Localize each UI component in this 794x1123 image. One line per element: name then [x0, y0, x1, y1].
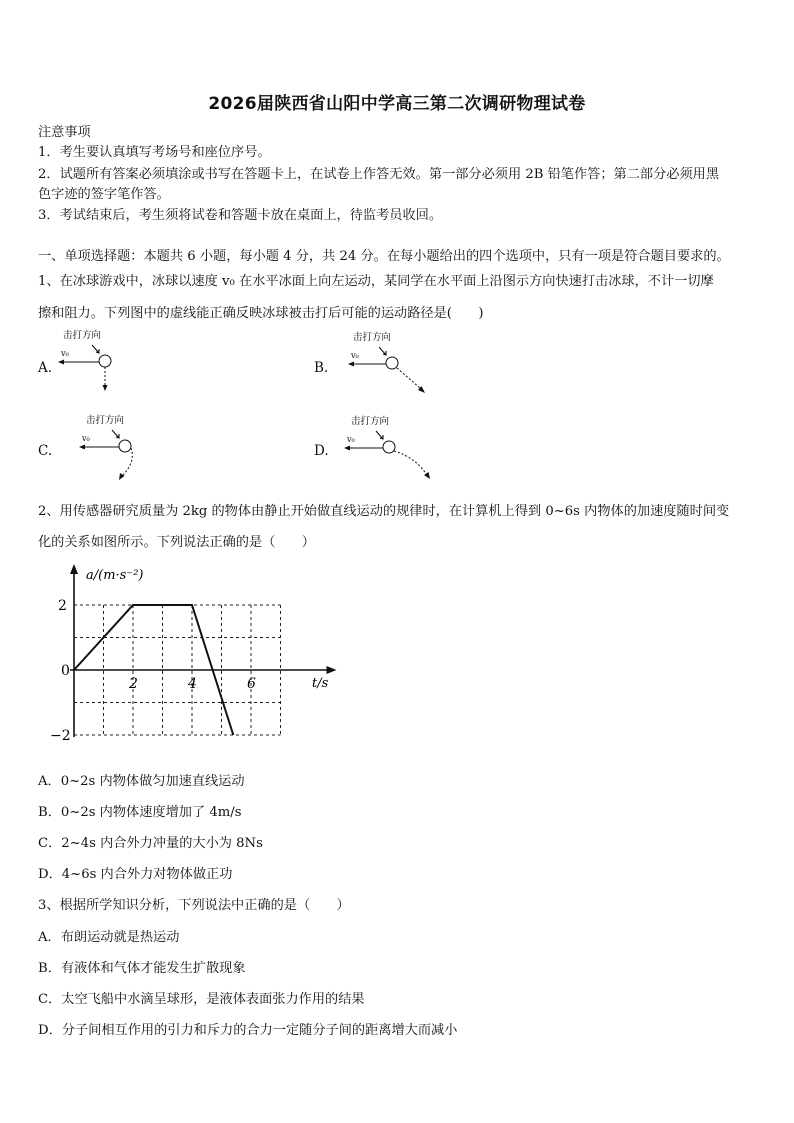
hit-direction-label: 击打方向: [86, 415, 125, 426]
puck: [383, 441, 395, 453]
dashed-path: [397, 368, 421, 389]
hit-direction-label: 击打方向: [351, 416, 390, 427]
chart-ticks: [50, 598, 256, 744]
page-title: 2026届陕西省山阳中学高三第二次调研物理试卷: [208, 94, 586, 114]
x-tick-label: 2: [129, 676, 138, 692]
velocity-label: v₀: [82, 434, 90, 443]
notice-item: 2．试题所有答案必须填涂或书写在答题卡上，在试卷上作答无效。第一部分必须用 2B 铅笔作答；第二部分必须用黑: [38, 167, 720, 182]
hit-direction-arrow: [379, 347, 386, 355]
notice-item: 3．考试结束后，考生须将试卷和答题卡放在桌面上，待监考员收回。: [38, 208, 443, 223]
puck: [99, 355, 111, 367]
q3-option-a: A．布朗运动就是热运动: [38, 930, 180, 945]
q2-option-a: A．0~2s 内物体做匀加速直线运动: [38, 774, 245, 789]
velocity-label: v₀: [61, 349, 69, 358]
velocity-arrowhead: [348, 362, 354, 367]
q2-option-b: B．0~2s 内物体速度增加了 4m/s: [38, 805, 242, 820]
chart-axes: [70, 564, 337, 737]
notice-item: 色字迹的签字笔作答。: [38, 187, 170, 202]
hit-direction-arrow: [376, 431, 383, 439]
notice-heading: 注意事项: [38, 125, 91, 140]
y-tick-label: −2: [50, 728, 71, 744]
q1-option-b-label: B.: [314, 360, 329, 376]
q1-figure-b: [345, 327, 445, 397]
velocity-arrowhead: [79, 445, 85, 450]
y-tick-label: 2: [58, 598, 67, 614]
x-axis-arrowhead: [327, 666, 337, 674]
hit-direction-arrow: [92, 345, 99, 353]
x-tick-label: 6: [247, 676, 256, 692]
dashed-path: [394, 451, 427, 475]
hit-direction-label: 击打方向: [353, 332, 392, 343]
question-1-stem: 1、在冰球游戏中，冰球以速度 v₀ 在水平冰面上向左运动，某同学在水平面上沿图示方向快速打击冰球，不计一切摩: [38, 274, 714, 289]
path-arrowhead: [103, 385, 108, 391]
hit-direction-arrow: [112, 430, 119, 438]
y-axis-label: a/(m·s⁻²): [86, 568, 144, 583]
puck: [386, 357, 398, 369]
q1-option-a-label: A.: [38, 360, 53, 376]
x-axis-label: t/s: [312, 676, 329, 691]
q2-option-c: C．2~4s 内合外力冲量的大小为 8Ns: [38, 836, 263, 851]
velocity-label: v₀: [351, 351, 359, 360]
question-1-stem: 擦和阻力。下列图中的虚线能正确反映冰球被击打后可能的运动路径是( ): [38, 306, 484, 321]
acceleration-time-chart: [40, 562, 340, 752]
velocity-arrowhead: [58, 360, 64, 365]
velocity-arrowhead: [344, 446, 350, 451]
q3-option-c: C．太空飞船中水滴呈球形，是液体表面张力作用的结果: [38, 992, 365, 1007]
q1-option-c-label: C.: [38, 443, 53, 459]
question-2-stem: 化的关系如图所示。下列说法正确的是（ ）: [38, 535, 315, 550]
path-arrowhead: [424, 472, 430, 479]
hit-direction-label: 击打方向: [63, 330, 102, 341]
y-axis-arrowhead: [70, 564, 78, 574]
section-heading: 一、单项选择题：本题共 6 小题，每小题 4 分，共 24 分。在每小题给出的四个选项中，只有一项是符合题目要求的。: [38, 249, 730, 264]
question-2-stem: 2、用传感器研究质量为 2kg 的物体由静止开始做直线运动的规律时，在计算机上得到 0~6s 内物体的加速度随时间变: [38, 504, 730, 519]
q1-figure-d: [343, 411, 443, 486]
puck: [119, 440, 131, 452]
velocity-label: v₀: [347, 435, 355, 444]
q2-option-d: D．4~6s 内合外力对物体做正功: [38, 867, 233, 882]
origin-label: 0: [61, 663, 70, 679]
q1-option-d-label: D.: [314, 443, 329, 459]
q3-option-d: D．分子间相互作用的引力和斥力的合力一定随分子间的距离增大而减小: [38, 1023, 458, 1038]
question-3-stem: 3、根据所学知识分析，下列说法中正确的是（ ）: [38, 898, 350, 913]
q1-figure-c: [78, 410, 168, 485]
q3-option-b: B．有液体和气体才能发生扩散现象: [38, 961, 246, 976]
x-tick-label: 4: [188, 676, 197, 692]
notice-item: 1．考生要认真填写考场号和座位序号。: [38, 145, 271, 160]
q1-figure-a: [55, 325, 135, 395]
